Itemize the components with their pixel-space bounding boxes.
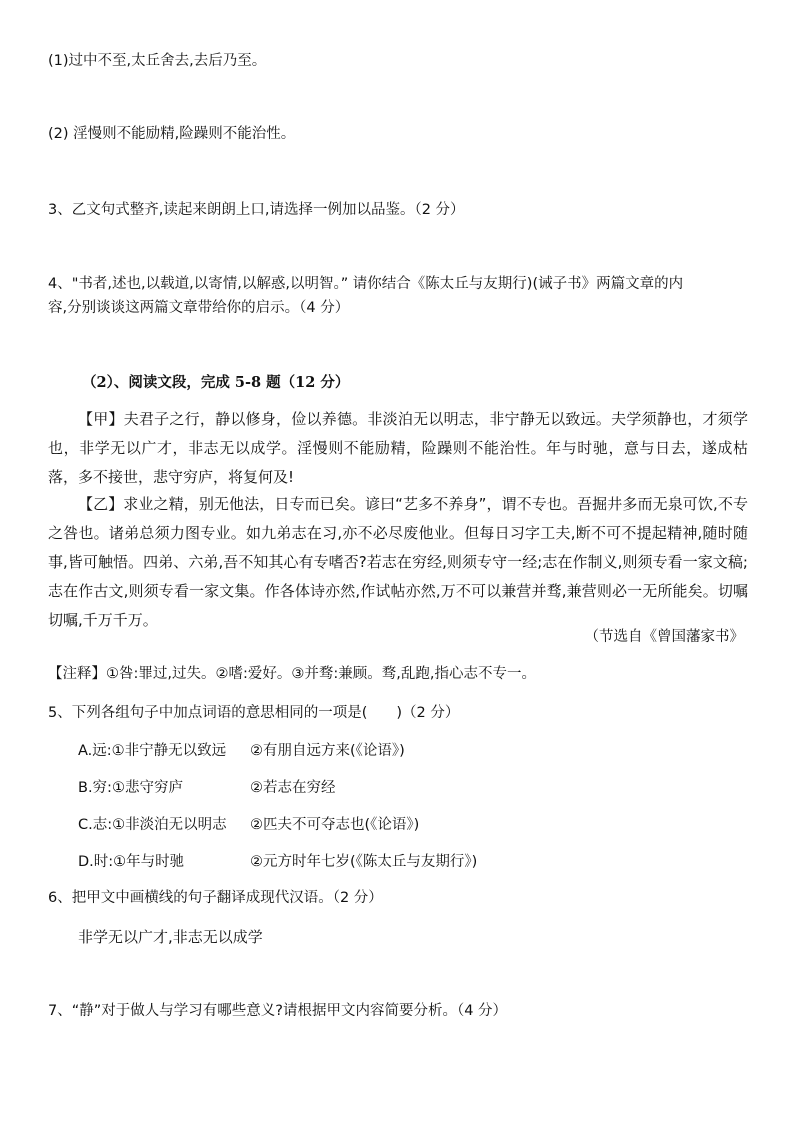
passage-yi: 【乙】求业之精，别无他法，日专而已矣。谚曰“艺多不养身”，谓不专也。吾掘井多而无泉可饮,不专之咎也。诸弟总须力图专业。如九弟志在习,亦不必尽废他业。但每日习字工夫,断不可不提起精神,随时随事,皆可触悟。四弟、六弟,吾不知其心有专嗜否?若志在穷经,则须专守一经;志在作制义,则须专看一家文稿;志在作古文,则须专看一家文集。作各体诗亦然,作试帖亦然,万不可以兼营并骛,兼营则必一无所能矣。切嘱切嘱,千万千万。 [48,495,748,629]
option-a-second: ②有朋自远方来(《论语》) [250,743,405,759]
option-d-first: D.时:①年与时驰 [78,854,185,870]
question-item-1: (1)过中不至,太丘舍去,去后乃至。 [48,53,267,69]
option-c-first: C.志:①非淡泊无以明志 [78,817,227,833]
question-7: 7、“静”对于做人与学习有哪些意义?请根据甲文内容简要分析。（4 分） [48,1003,508,1019]
question-3: 3、乙文句式整齐,读起来朗朗上口,请选择一例加以品鉴。（2 分） [48,202,465,218]
option-d-second: ②元方时年七岁(《陈太丘与友期行》) [250,854,478,870]
question-5: 5、下列各组句子中加点词语的意思相同的一项是( )（2 分） [48,705,460,721]
question-item-2: (2) 淫慢则不能励精,险躁则不能治性。 [48,126,296,142]
source-citation: （节选自《曾国藩家书》 [584,629,744,645]
option-a-first: A.远:①非宁静无以致远 [78,743,227,759]
option-c[interactable] [78,814,778,836]
question-6: 6、把甲文中画横线的句子翻译成现代汉语。（2 分） [48,890,383,906]
passage-jia: 【甲】夫君子之行，静以修身，俭以养德。非淡泊无以明志，非宁静无以致远。夫学须静也，才须学也，非学无以广才，非志无以成学。淫慢则不能励精，险躁则不能治性。年与时驰，意与日去，遂成枯落，多不接世，悲守穷庐，将复何及! [48,410,748,486]
option-b-second: ②若志在穷经 [250,780,336,796]
question-4-line-1: 4、"书者,述也,以载道,以寄情,以解惑,以明智。” 请你结合《陈太丘与友期行)(诫子书》两篇文章的内 [48,276,684,292]
option-a[interactable] [78,740,778,762]
option-b[interactable] [78,777,778,799]
notes: 【注释】①咎:罪过,过失。②嗜:爱好。③并骛:兼顾。骛,乱跑,指心志不专一。 [48,666,536,682]
option-c-second: ②匹夫不可夺志也(《论语》) [250,817,420,833]
question-4-line-2: 容,分别谈谈这两篇文章带给你的启示。（4 分） [48,300,350,316]
option-b-first: B.穷:①悲守穷庐 [78,780,183,796]
option-d[interactable] [78,851,778,873]
translation-sentence: 非学无以广才,非志无以成学 [78,928,263,946]
section-title: （2）、阅读文段，完成 5-8 题（12 分） [82,374,350,391]
